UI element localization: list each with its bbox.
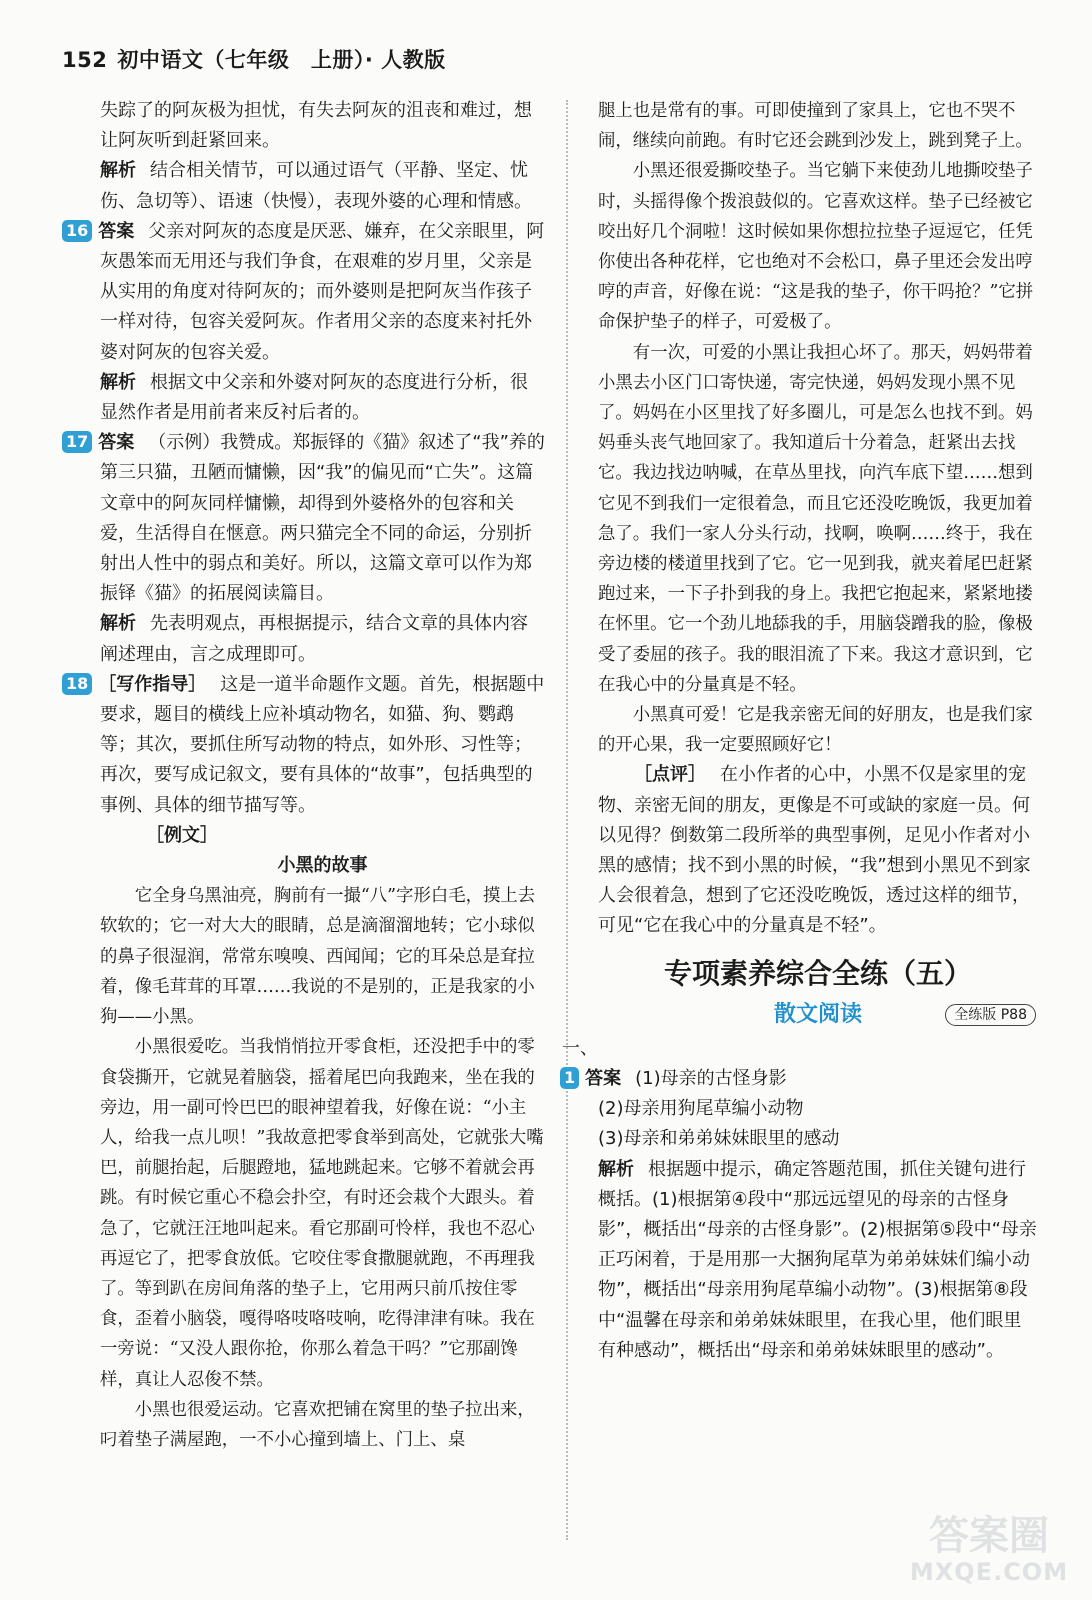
q1-answer: 1 答案 (1)母亲的古怪身影 — [598, 1064, 1038, 1094]
column-divider — [566, 100, 568, 1540]
essay-paragraph: 它全身乌黑油亮，胸前有一撮“八”字形白毛，摸上去软软的；它一对大大的眼睛，总是滴溜溜地转；它小球似的鼻子很湿润，常常东嗅嗅、西闻闻；它的耳朵总是耷拉着，像毛茸茸的耳罩……我说的不是别的，正是我家的小狗——小黑。 — [100, 886, 536, 1028]
section-subtitle: 散文阅读 — [773, 1001, 862, 1027]
page-header — [62, 44, 446, 74]
analysis-label: 解析 — [100, 613, 136, 635]
analysis-label: 解析 — [598, 1158, 634, 1180]
q1-answer-line: (2)母亲用狗尾草编小动物 — [598, 1098, 804, 1120]
section-title: 专项素养综合全练（五） — [663, 956, 972, 990]
q18-guide: 18 ［写作指导］ 这是一道半命题作文题。首先，根据题中要求，题目的横线上应补填动物名，如猫、狗、鹦鹉等；其次，要抓住所写动物的特点，如外形、习性等；再次，要写成记叙文，要有具体的“故事”，包括典型的事例、具体的细节描写等。 — [100, 670, 545, 821]
book-title: 初中语文（七年级 上册）· 人教版 — [117, 48, 446, 72]
answer-label: 答案 — [585, 1067, 622, 1089]
q15-analysis: 解析 结合相关情节，可以通过语气（平静、坚定、忧伤、急切等）、语速（快慢），表现外婆的心理和情感。 — [100, 160, 532, 212]
page-number: 152 — [62, 48, 108, 72]
analysis-label: 解析 — [100, 371, 136, 393]
essay-title: 小黑的故事 — [277, 855, 368, 877]
left-column — [66, 96, 545, 1455]
question-number-badge: 18 — [62, 673, 92, 695]
part-label: 一、 — [562, 1037, 598, 1059]
q17-answer: 17 答案 （示例）我赞成。郑振铎的《猫》叙述了“我”养的第三只猫，丑陋而慵懒，因“我”的偏见而“亡失”。这篇文章中的阿灰同样慵懒，却得到外婆格外的包容和关爱，生活得自在惬意。两只猫完全不同的命运，分别折射出人性中的弱点和美好。所以，这篇文章可以作为郑振铎《猫》的拓展阅读篇目。 — [100, 428, 545, 609]
q16-analysis: 解析 根据文中父亲和外婆对阿灰的态度进行分析，很显然作者是用前者来反衬后者的。 — [100, 371, 528, 424]
analysis-label: 解析 — [100, 160, 136, 182]
answer-continued: 失踪了的阿灰极为担忧，有失去阿灰的沮丧和难过，想让阿灰听到赶紧回来。 — [100, 100, 532, 152]
q1-answer-line: (3)母亲和弟弟妹妹眼里的感动 — [598, 1128, 840, 1150]
essay-comment: ［点评］ 在小作者的心中，小黑不仅是家里的宠物、亲密无间的朋友，更像是不可或缺的家庭一员。何以见得？倒数第二段所举的典型事例，足见小作者对小黑的感情；找不到小黑的时候，“我”想到小黑见不到家人会很着急，想到了它还没吃晚饭，透过这样的细节，可见“它在我心中的分量真是不轻”。 — [598, 764, 1031, 937]
comment-label: ［点评］ — [634, 764, 706, 786]
essay-paragraph: 小黑真可爱！它是我亲密无间的好朋友，也是我们家的开心果，我一定要照顾好它！ — [598, 705, 1033, 756]
example-label: ［例文］ — [146, 824, 218, 846]
writing-guide-label: ［写作指导］ — [98, 673, 207, 695]
site-watermark — [894, 1514, 1084, 1592]
essay-paragraph: 小黑也很爱运动。它喜欢把铺在窝里的垫子拉出来，叼着垫子满屋跑，一不小心撞到墙上、门上、桌 — [100, 1399, 535, 1450]
answer-label: 答案 — [98, 432, 135, 454]
section-subtitle-row — [598, 996, 1038, 1034]
watermark-url: MXQE.COM — [909, 1558, 1069, 1586]
question-number-badge: 1 — [560, 1067, 579, 1089]
q1-analysis: 解析 根据题中提示，确定答题范围，抓住关键句进行概括。(1)根据第④段中“那远远望见的母亲的古怪身影”，概括出“母亲的古怪身影”。(2)根据第⑤段中“母亲正巧闲着，于是用那一大捆狗尾草为弟弟妹妹们编小动物”，概括出“母亲用狗尾草编小动物”。(3)根据第⑧段中“温馨在母亲和弟弟妹妹眼里，在我心里，他们眼里有种感动”，概括出“母亲和弟弟妹妹眼里的感动”。 — [598, 1158, 1037, 1361]
essay-paragraph: 腿上也是常有的事。可即使撞到了家具上，它也不哭不闹，继续向前跑。有时它还会跳到沙发上，跳到凳子上。 — [598, 101, 1033, 152]
question-number-badge: 17 — [62, 431, 92, 453]
question-number-badge: 16 — [62, 220, 92, 242]
essay-paragraph: 小黑还很爱撕咬垫子。当它躺下来使劲儿地撕咬垫子时，头摇得像个拨浪鼓似的。它喜欢这样。垫子已经被它咬出好几个洞啦！这时候如果你想拉拉垫子逗逗它，任凭你使出各种花样，它也绝对不会松口，鼻子里还会发出哼哼的声音，好像在说：“这是我的垫子，你干吗抢？”它拼命保护垫子的样子，可爱极了。 — [598, 161, 1034, 333]
essay-paragraph: 小黑很爱吃。当我悄悄拉开零食柜，还没把手中的零食袋撕开，它就晃着脑袋，摇着尾巴向我跑来，坐在我的旁边，用一副可怜巴巴的眼神望着我，好像在说：“小主人，给我一点儿呗！”我故意把零食举到高处，它就张大嘴巴，前腿抬起，后腿蹬地，猛地跳起来。它够不着就会再跳。有时候它重心不稳会扑空，有时还会栽个大跟头。着急了，它就汪汪地叫起来。看它那副可怜样，我也不忍心再逗它了，把零食放低。它咬住零食撒腿就跑，不再理我了。等到趴在房间角落的垫子上，它用两只前爪按住零食，歪着小脑袋，嘎得咯吱咯吱响，吃得津津有味。我在一旁说：“又没人跟你抢，你那么着急干吗？”它那副馋样，真让人忍俊不禁。 — [100, 1037, 544, 1390]
reference-tag: 全练版 P88 — [945, 1004, 1036, 1026]
right-column — [562, 96, 1038, 1366]
essay-paragraph: 有一次，可爱的小黑让我担心坏了。那天，妈妈带着小黑去小区门口寄快递，寄完快递，妈妈发现小黑不见了。妈妈在小区里找了好多圈儿，可是怎么也找不到。妈妈垂头丧气地回家了。我知道后十分着急，赶紧出去找它。我边找边呐喊，在草丛里找，向汽车底下望……想到它见不到我们一定很着急，而且它还没吃晚饭，我更加着急了。我们一家人分头行动，找啊，唤啊……终于，我在旁边楼的楼道里找到了它。它一见到我，就夹着尾巴赶紧跑过来，一下子扑到我的身上。我把它抱起来，紧紧地搂在怀里。它一个劲儿地舔我的手，用脑袋蹭我的脸，像极受了委屈的孩子。我的眼泪流了下来。我这才意识到，它在我心中的分量真是不轻。 — [598, 342, 1033, 695]
watermark-logo-text: 答案圈 — [929, 1513, 1049, 1559]
q16-answer: 16 答案 父亲对阿灰的态度是厌恶、嫌弃，在父亲眼里，阿灰愚笨而无用还与我们争食，在艰难的岁月里，父亲是从实用的角度对待阿灰的；而外婆则是把阿灰当作孩子一样对待，包容关爱阿灰。作者用父亲的态度来衬托外婆对阿灰的包容关爱。 — [100, 217, 545, 368]
answer-label: 答案 — [98, 220, 135, 242]
q17-analysis: 解析 先表明观点，再根据提示，结合文章的具体内容阐述理由，言之成理即可。 — [100, 613, 528, 665]
